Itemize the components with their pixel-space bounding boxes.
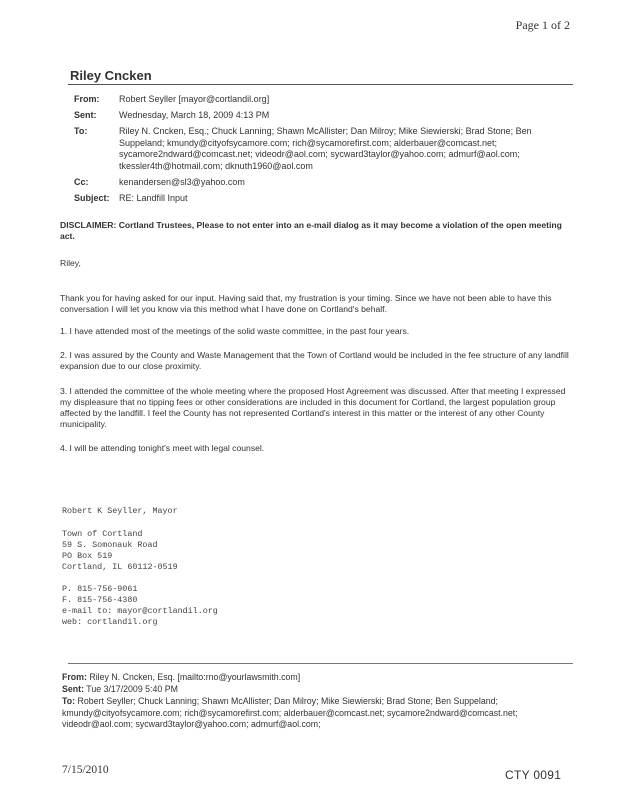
forwarded-to-label: To: xyxy=(62,696,76,706)
forwarded-from-label: From: xyxy=(62,672,87,682)
forwarded-from-value: Riley N. Cncken, Esq. [mailto:rno@yourlawsmith.com] xyxy=(89,672,301,682)
email-header-subject xyxy=(74,193,559,205)
header-value: Riley N. Cncken, Esq.; Chuck Lanning; Shawn McAllister; Dan Milroy; Mike Siewierski; Brad Stone; Ben Suppeland; kmundy@cityofsycamore.com; rich@sycamorefirst.com; alderbauer@comcast.net; sycamore2ndward@comcast.net; videodr@aol.com; sycward3taylor@yahoo.com; admurf@aol.com; tkessler4th@hotmail.com; dknuth1960@aol.com xyxy=(119,126,532,171)
signature-fax: F. 815-756-4380 xyxy=(62,595,138,605)
signature-email: e-mail to: mayor@cortlandil.org xyxy=(62,606,218,616)
forwarded-to-value: Robert Seyller; Chuck Lanning; Shawn McAllister; Dan Milroy; Mike Siewierski; Brad Stone; Ben Suppeland; kmundy@cityofsycamore.com; rich@sycamorefirst.com; alderbauer@comcast.net; sycamore2ndward@comcast.net; videodr@aol.com; sycward3taylor@yahoo.com; admurf@aol.com; xyxy=(62,696,518,729)
header-label: Cc: xyxy=(74,177,89,187)
header-label: From: xyxy=(74,94,100,104)
paragraph-point-1: 1. I have attended most of the meetings of the solid waste committee, in the past four years. xyxy=(60,326,410,336)
forwarded-from xyxy=(62,672,578,684)
disclaimer: DISCLAIMER: Cortland Trustees, Please to not enter into an e-mail dialog as it may become a violation of the open meeting act. xyxy=(60,220,562,241)
paragraph-point-2: 2. I was assured by the County and Waste Management that the Town of Cortland would be included in the fee structure of any landfill expansion due to our close proximity. xyxy=(60,350,569,371)
signature-phone: P. 815-756-9061 xyxy=(62,584,138,594)
header-value: Wednesday, March 18, 2009 4:13 PM xyxy=(119,110,270,120)
forwarded-to xyxy=(62,696,578,731)
print-date: 7/15/2010 xyxy=(62,764,109,776)
signature-address-line-2: PO Box 519 xyxy=(62,551,113,561)
paragraph-point-3: 3. I attended the committee of the whole meeting where the proposed Host Agreement was discussed. After that meeting I expressed my displeasure that no tipping fees or other considerations are included in this document for Cortland, the largest population group affected by the landfill. I feel the County has not represented Cortland's interest in this matter or the interest of any other County municipality. xyxy=(60,386,566,429)
header-label: To: xyxy=(74,126,88,136)
email-header-from xyxy=(74,94,559,106)
signature-city: Cortland, IL 60112-0519 xyxy=(62,562,178,572)
header-divider xyxy=(68,84,573,85)
signature-org: Town of Cortland xyxy=(62,529,143,539)
header-value: RE: Landfill Input xyxy=(119,193,188,203)
email-header-to xyxy=(74,126,559,172)
header-label: Subject: xyxy=(74,193,110,203)
forward-divider xyxy=(68,663,573,664)
signature-name: Robert K Seyller, Mayor xyxy=(62,506,178,516)
email-header-cc xyxy=(74,177,559,189)
sender-name: Riley Cncken xyxy=(70,68,152,83)
greeting: Riley, xyxy=(60,258,81,268)
forwarded-sent-value: Tue 3/17/2009 5:40 PM xyxy=(86,684,178,694)
forwarded-sent-label: Sent: xyxy=(62,684,84,694)
paragraph-intro: Thank you for having asked for our input. Having said that, my frustration is your timing. Since we have not been able to have this conversation I will let you know via this method what I have done on Cortland's behalf. xyxy=(60,293,552,314)
forwarded-sent xyxy=(62,684,578,696)
header-label: Sent: xyxy=(74,110,97,120)
page-number: Page 1 of 2 xyxy=(515,18,570,32)
header-value: kenandersen@sl3@yahoo.com xyxy=(119,177,245,187)
bates-number: CTY 0091 xyxy=(505,768,562,782)
email-header-sent xyxy=(74,110,559,122)
header-value: Robert Seyller [mayor@cortlandil.org] xyxy=(119,94,270,104)
signature-web: web: cortlandil.org xyxy=(62,617,158,627)
paragraph-point-4: 4. I will be attending tonight's meet with legal counsel. xyxy=(60,443,265,453)
signature-address-line-1: 59 S. Somonauk Road xyxy=(62,540,158,550)
